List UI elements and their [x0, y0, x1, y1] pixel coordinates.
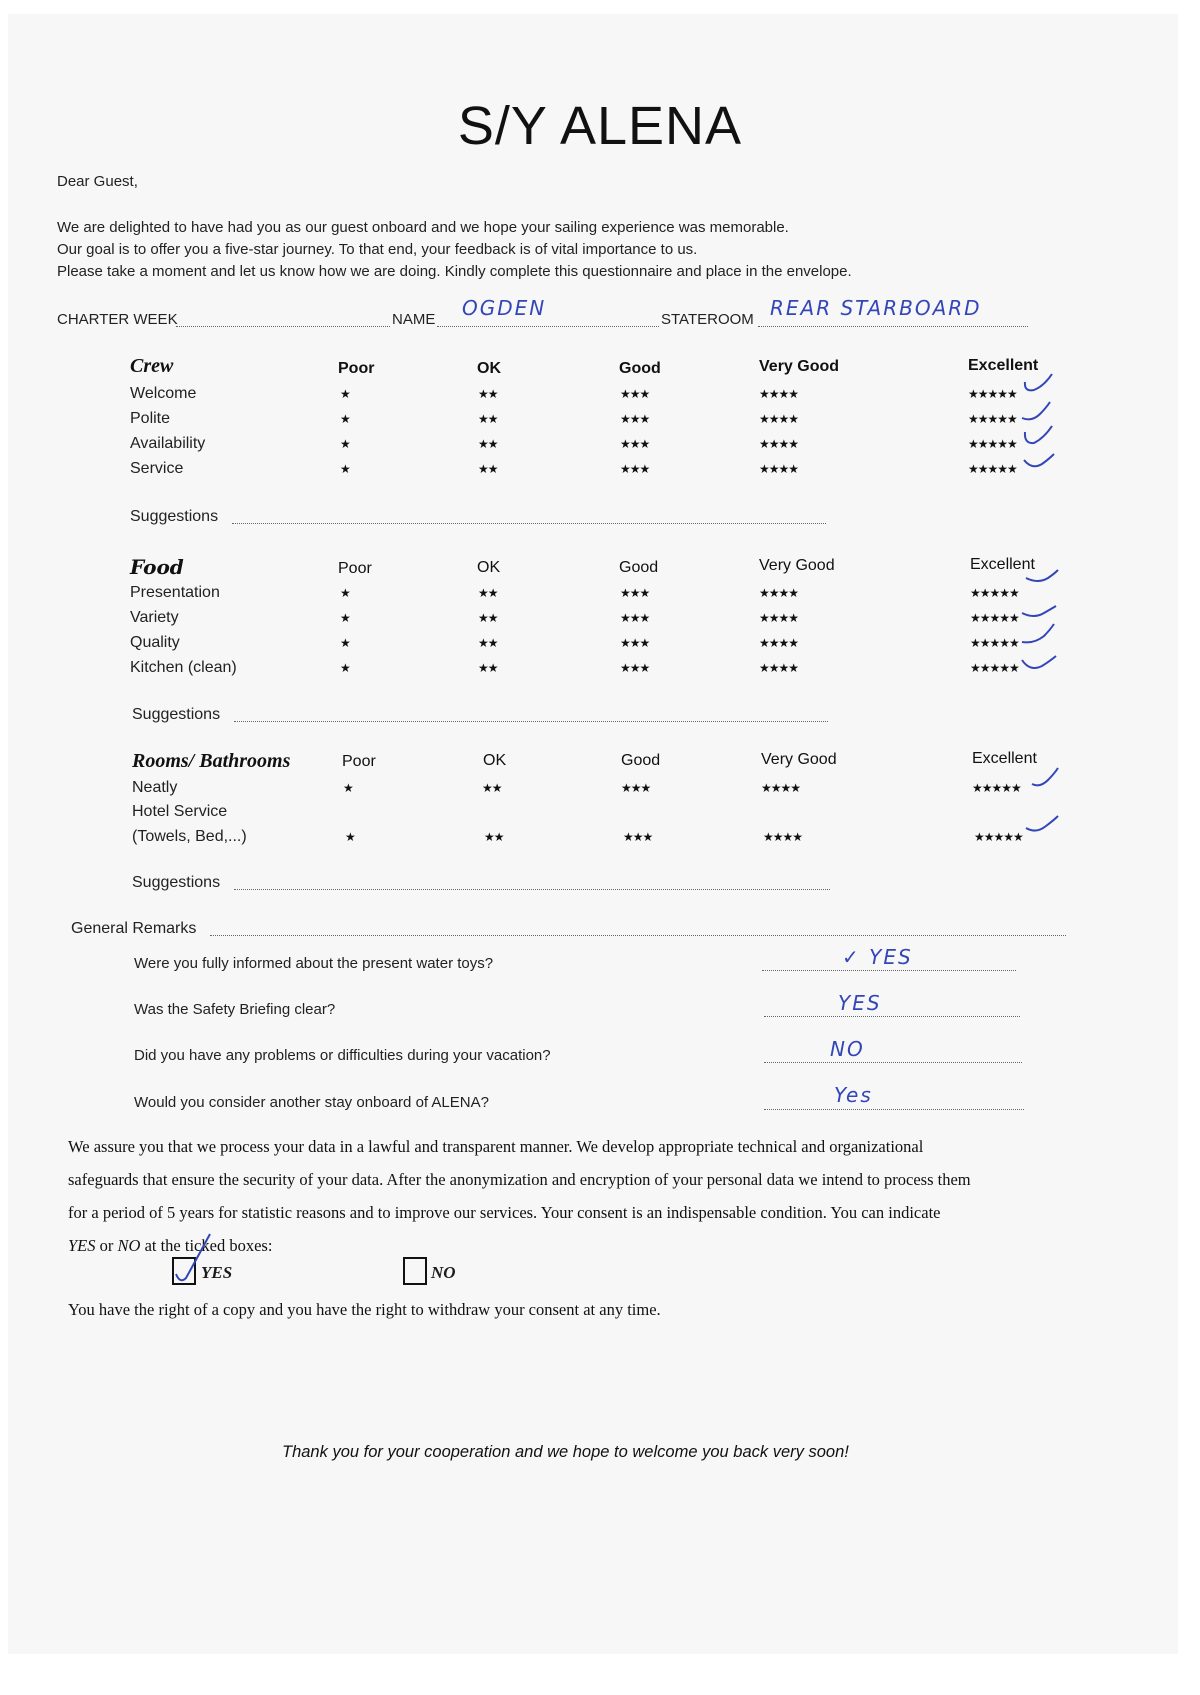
- question: Did you have any problems or difficulties during your vacation?: [134, 1047, 551, 1064]
- question: Were you fully informed about the present water toys?: [134, 955, 494, 972]
- charter-week-label: CHARTER WEEK: [57, 311, 178, 328]
- answer-value: Yes: [834, 1083, 873, 1107]
- col-ok: OK: [483, 752, 507, 769]
- checkmark-icon: [1020, 622, 1056, 646]
- stateroom-label: STATEROOM: [661, 311, 754, 328]
- consent-no-label: NO: [431, 1263, 456, 1282]
- stateroom-value: REAR STARBOARD: [770, 296, 982, 320]
- checkmark-icon: [1022, 450, 1056, 472]
- charter-week-field[interactable]: [176, 325, 390, 327]
- rating-option-good[interactable]: ★★★: [620, 661, 650, 675]
- rating-option-good[interactable]: ★★★: [620, 611, 650, 625]
- row-label: Quality: [130, 634, 180, 651]
- row-label-line1: Hotel Service: [132, 803, 228, 820]
- general-remarks-field[interactable]: [210, 934, 1066, 936]
- rating-option-poor[interactable]: ★: [343, 781, 353, 795]
- col-very-good: Very Good: [761, 751, 837, 768]
- rating-option-poor[interactable]: ★: [340, 462, 350, 476]
- name-value: OGDEN: [462, 296, 547, 320]
- row-label: Neatly: [132, 779, 178, 796]
- answer-field[interactable]: [764, 1108, 1024, 1110]
- consent-yes-label: YES: [201, 1263, 233, 1282]
- rating-option-ok[interactable]: ★★: [482, 781, 502, 795]
- rating-option-very-good[interactable]: ★★★★: [761, 781, 801, 795]
- name-field[interactable]: [437, 325, 659, 327]
- rating-option-good[interactable]: ★★★: [620, 636, 650, 650]
- answer-field[interactable]: [762, 969, 1016, 971]
- col-very-good: Very Good: [759, 557, 835, 574]
- rating-option-ok[interactable]: ★★: [478, 661, 498, 675]
- closing-text: Thank you for your cooperation and we hope to welcome you back very soon!: [282, 1443, 849, 1461]
- row-label: Variety: [130, 609, 179, 626]
- page-title: S/Y ALENA: [457, 96, 743, 156]
- rating-option-very-good[interactable]: ★★★★: [759, 586, 799, 600]
- consent-line-2: safeguards that ensure the security of your data. After the anonymization and encryption of your personal data we intend to process them: [68, 1170, 971, 1189]
- section-title: Rooms/ Bathrooms: [132, 750, 291, 772]
- rating-option-good[interactable]: ★★★: [620, 462, 650, 476]
- rating-option-poor[interactable]: ★: [340, 611, 350, 625]
- stateroom-field[interactable]: [758, 325, 1028, 327]
- rating-option-good[interactable]: ★★★: [620, 412, 650, 426]
- checkmark-icon: [1024, 568, 1060, 586]
- col-poor: Poor: [338, 360, 375, 377]
- rating-option-excellent[interactable]: ★★★★★: [970, 661, 1019, 675]
- rating-option-good[interactable]: ★★★: [623, 830, 653, 844]
- rating-option-very-good[interactable]: ★★★★: [759, 636, 799, 650]
- rating-option-very-good[interactable]: ★★★★: [759, 611, 799, 625]
- rating-option-ok[interactable]: ★★: [478, 586, 498, 600]
- checkmark-icon: [1020, 400, 1052, 424]
- no-text: NO: [117, 1236, 141, 1255]
- rating-option-excellent[interactable]: ★★★★★: [974, 830, 1023, 844]
- rating-option-good[interactable]: ★★★: [620, 437, 650, 451]
- yes-text: YES: [68, 1236, 96, 1255]
- checkmark-icon: [1020, 652, 1058, 674]
- section-title: Food: [130, 555, 184, 579]
- rooms-suggestions-field[interactable]: [234, 888, 830, 890]
- col-ok: OK: [477, 360, 501, 377]
- col-poor: Poor: [338, 560, 372, 577]
- answer-value: NO: [830, 1037, 865, 1061]
- col-excellent: Excellent: [970, 556, 1035, 573]
- rating-option-excellent[interactable]: ★★★★★: [968, 437, 1017, 451]
- row-label: Availability: [130, 435, 206, 452]
- crew-suggestions-field[interactable]: [232, 522, 826, 524]
- col-very-good: Very Good: [759, 358, 840, 375]
- rating-option-poor[interactable]: ★: [340, 412, 350, 426]
- suggestions-label: Suggestions: [130, 508, 219, 525]
- rights-text: You have the right of a copy and you have the right to withdraw your consent at any time.: [68, 1300, 661, 1319]
- checkmark-icon: [1022, 424, 1054, 448]
- name-label: NAME: [392, 311, 436, 328]
- checkmark-icon: [1020, 603, 1058, 621]
- rating-option-very-good[interactable]: ★★★★: [759, 661, 799, 675]
- col-good: Good: [619, 559, 659, 576]
- answer-field[interactable]: [764, 1061, 1022, 1063]
- food-suggestions-field[interactable]: [234, 720, 828, 722]
- rating-option-very-good[interactable]: ★★★★: [759, 462, 799, 476]
- rating-option-poor[interactable]: ★: [340, 661, 350, 675]
- rating-option-ok[interactable]: ★★: [478, 412, 498, 426]
- question: Would you consider another stay onboard of ALENA?: [134, 1094, 489, 1111]
- rating-option-ok[interactable]: ★★: [478, 611, 498, 625]
- rating-option-poor[interactable]: ★: [340, 437, 350, 451]
- general-remarks-label: General Remarks: [71, 920, 197, 937]
- checkmark-icon: [1022, 372, 1054, 396]
- intro-line-1: We are delighted to have had you as our guest onboard and we hope your sailing experience was memorable.: [57, 219, 789, 236]
- intro-line-3: Please take a moment and let us know how we are doing. Kindly complete this questionnaire and place in the envelope.: [57, 263, 852, 280]
- rating-option-very-good[interactable]: ★★★★: [759, 412, 799, 426]
- col-good: Good: [621, 752, 661, 769]
- rating-option-ok[interactable]: ★★: [478, 387, 498, 401]
- rating-option-ok[interactable]: ★★: [478, 437, 498, 451]
- suggestions-label: Suggestions: [132, 874, 221, 891]
- or-text: or: [95, 1236, 118, 1255]
- rating-option-excellent[interactable]: ★★★★★: [970, 586, 1019, 600]
- rating-option-poor[interactable]: ★: [340, 387, 350, 401]
- answer-field[interactable]: [764, 1015, 1020, 1017]
- rating-option-good[interactable]: ★★★: [620, 387, 650, 401]
- question: Was the Safety Briefing clear?: [134, 1001, 336, 1018]
- rating-option-ok[interactable]: ★★: [484, 830, 504, 844]
- row-label: Kitchen (clean): [130, 659, 237, 676]
- rating-option-excellent[interactable]: ★★★★★: [968, 387, 1017, 401]
- greeting: Dear Guest,: [57, 173, 138, 190]
- rating-option-excellent[interactable]: ★★★★★: [970, 611, 1019, 625]
- rating-option-very-good[interactable]: ★★★★: [759, 437, 799, 451]
- rating-option-ok[interactable]: ★★: [478, 636, 498, 650]
- rating-option-poor[interactable]: ★: [340, 586, 350, 600]
- col-good: Good: [619, 360, 661, 377]
- rating-option-very-good[interactable]: ★★★★: [763, 830, 803, 844]
- rating-option-excellent[interactable]: ★★★★★: [972, 781, 1021, 795]
- col-excellent: Excellent: [972, 750, 1037, 767]
- indicate-suffix: at the ticked boxes:: [140, 1236, 273, 1255]
- row-label: (Towels, Bed,...): [132, 828, 247, 845]
- row-label: Service: [130, 460, 184, 477]
- rating-option-good[interactable]: ★★★: [621, 781, 651, 795]
- rating-option-poor[interactable]: ★: [345, 830, 355, 844]
- section-title: Crew: [130, 355, 174, 377]
- checkmark-icon: [1030, 766, 1060, 790]
- consent-no-checkbox[interactable]: [403, 1257, 427, 1285]
- row-label: Welcome: [130, 385, 197, 402]
- consent-line-3: for a period of 5 years for statistic reasons and to improve our services. Your consent is an indispensable condition. You can indicate: [68, 1203, 941, 1222]
- answer-value: ✓ YES: [842, 945, 913, 969]
- rating-option-excellent[interactable]: ★★★★★: [968, 462, 1017, 476]
- consent-indicate-line: [68, 1236, 272, 1256]
- rating-option-poor[interactable]: ★: [340, 636, 350, 650]
- row-label: Presentation: [130, 584, 220, 601]
- intro-line-2: Our goal is to offer you a five-star journey. To that end, your feedback is of vital importance to us.: [57, 241, 698, 258]
- suggestions-label: Suggestions: [132, 706, 221, 723]
- row-label: Polite: [130, 410, 171, 427]
- consent-line-1: We assure you that we process your data in a lawful and transparent manner. We develop appropriate technical and organizational: [68, 1137, 924, 1156]
- col-poor: Poor: [342, 753, 376, 770]
- rating-option-excellent[interactable]: ★★★★★: [970, 636, 1019, 650]
- rating-option-excellent[interactable]: ★★★★★: [968, 412, 1017, 426]
- checkmark-icon: [1024, 814, 1060, 836]
- col-ok: OK: [477, 559, 501, 576]
- col-excellent: Excellent: [968, 357, 1039, 374]
- rating-option-good[interactable]: ★★★: [620, 586, 650, 600]
- answer-value: YES: [838, 991, 882, 1015]
- rating-option-ok[interactable]: ★★: [478, 462, 498, 476]
- rating-option-very-good[interactable]: ★★★★: [759, 387, 799, 401]
